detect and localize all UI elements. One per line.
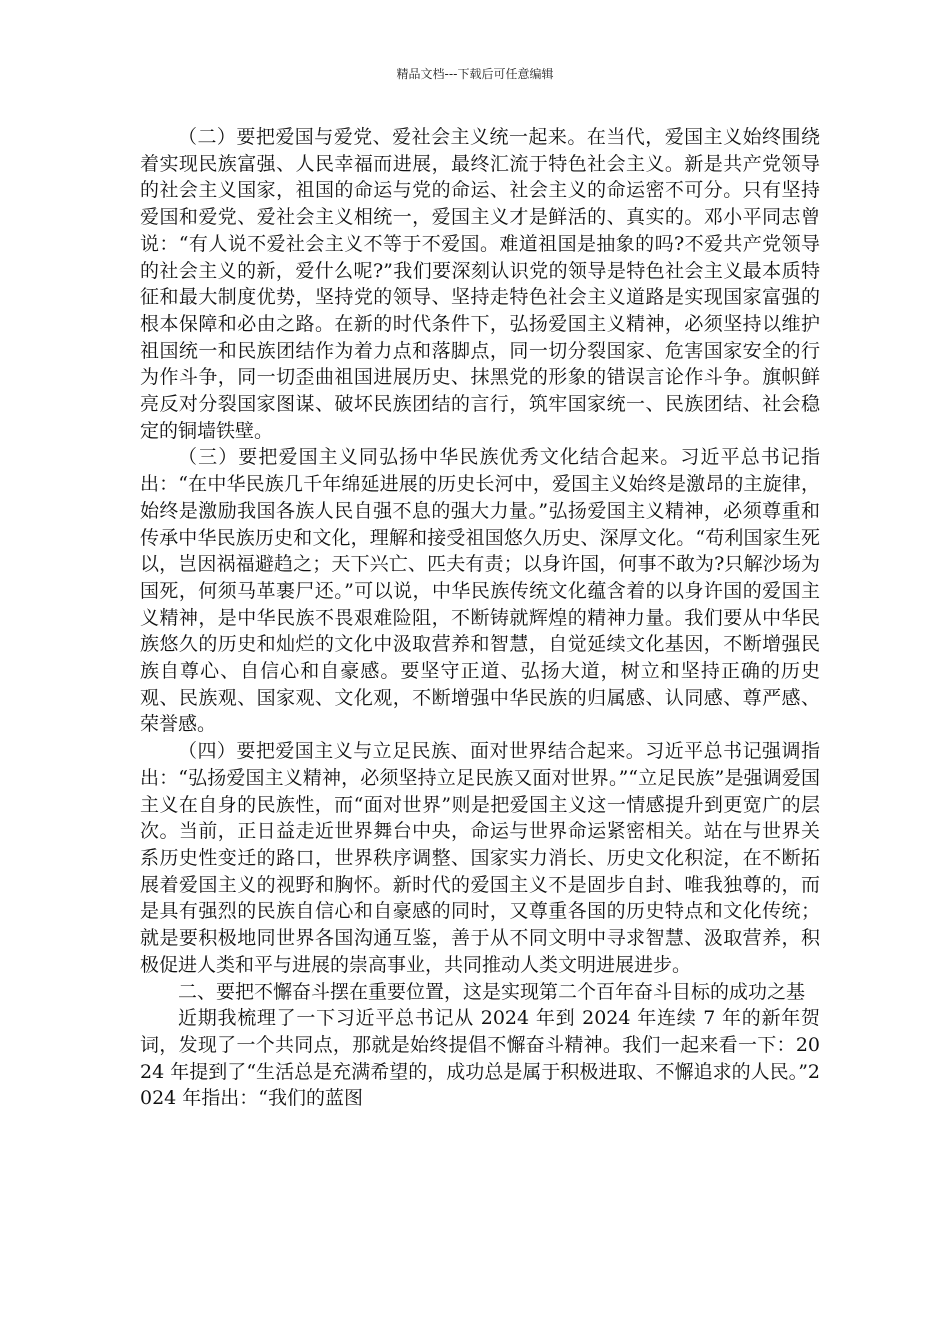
paragraph-4: （四）要把爱国主义与立足民族、面对世界结合起来。习近平总书记强调指出：“弘扬爱国主义精神，必须坚持立足民族又面对世界。”“立足民族”是强调爱国主义在自身的民族性，而“面对世界”则是把爱国主义这一情感提升到更宽广的层次。当前，正日益走近世界舞台中央，命运与世界命运紧密相关。站在与世界关系历史性变迁的路口，世界秩序调整、国家实力消长、历史文化积淀，在不断拓展着爱国主义的视野和胸怀。新时代的爱国主义不是固步自封、唯我独尊的，而是具有强烈的民族自信心和自豪感的同时，又尊重各国的历史特点和文化传统；就是要积极地同世界各国沟通互鉴，善于从不同文明中寻求智慧、汲取营养，积极促进人类和平与进展的崇高事业，共同推动人类文明进展进步。: [140, 740, 820, 976]
paragraph-2: （二）要把爱国与爱党、爱社会主义统一起来。在当代，爱国主义始终围绕着实现民族富强、人民幸福而进展，最终汇流于特色社会主义。新是共产党领导的社会主义国家，祖国的命运与党的命运、社会主义的命运密不可分。只有坚持爱国和爱党、爱社会主义相统一，爱国主义才是鲜活的、真实的。邓小平同志曾说：“有人说不爱社会主义不等于不爱国。难道祖国是抽象的吗?不爱共产党领导的社会主义的新，爱什么呢?”我们要深刻认识党的领导是特色社会主义最本质特征和最大制度优势，坚持党的领导、坚持走特色社会主义道路是实现国家富强的根本保障和必由之路。在新的时代条件下，弘扬爱国主义精神，必须坚持以维护祖国统一和民族团结作为着力点和落脚点，同一切分裂国家、危害国家安全的行为作斗争，同一切歪曲祖国进展历史、抹黑党的形象的错误言论作斗争。旗帜鲜亮反对分裂国家图谋、破坏民族团结的言行，筑牢国家统一、民族团结、社会稳定的铜墙铁壁。: [140, 126, 820, 442]
paragraph-3: （三）要把爱国主义同弘扬中华民族优秀文化结合起来。习近平总书记指出：“在中华民族几千年绵延进展的历史长河中，爱国主义始终是激昂的主旋律，始终是激励我国各族人民自强不息的强大力量。”弘扬爱国主义精神，必须尊重和传承中华民族历史和文化，理解和接受祖国悠久历史、深厚文化。“苟利国家生死以，岂因祸福避趋之；天下兴亡、匹夫有责；以身许国，何事不敢为?只解沙场为国死，何须马革裹尸还。”可以说，中华民族传统文化蕴含着的以身许国的爱国主义精神，是中华民族不畏艰难险阻，不断铸就辉煌的精神力量。我们要从中华民族悠久的历史和灿烂的文化中汲取营养和智慧，自觉延续文化基因，不断增强民族自尊心、自信心和自豪感。要坚守正道、弘扬大道，树立和坚持正确的历史观、民族观、国家观、文化观，不断增强中华民族的归属感、认同感、尊严感、荣誉感。: [140, 446, 820, 736]
paragraph-5: 近期我梳理了一下习近平总书记从 2024 年到 2024 年连续 7 年的新年贺词，发现了一个共同点，那就是始终提倡不懈奋斗精神。我们一起来看一下：2024 年提到了“生活总是充满希望的，成功总是属于积极进取、不懈追求的人民。”2024 年指出：“我们的蓝图: [140, 1007, 820, 1110]
document-body: [140, 124, 820, 1112]
page-header: 精品文档---下载后可任意编辑: [396, 67, 554, 81]
section-heading: 二、要把不懈奋斗摆在重要位置，这是实现第二个百年奋斗目标的成功之基: [178, 980, 806, 1003]
